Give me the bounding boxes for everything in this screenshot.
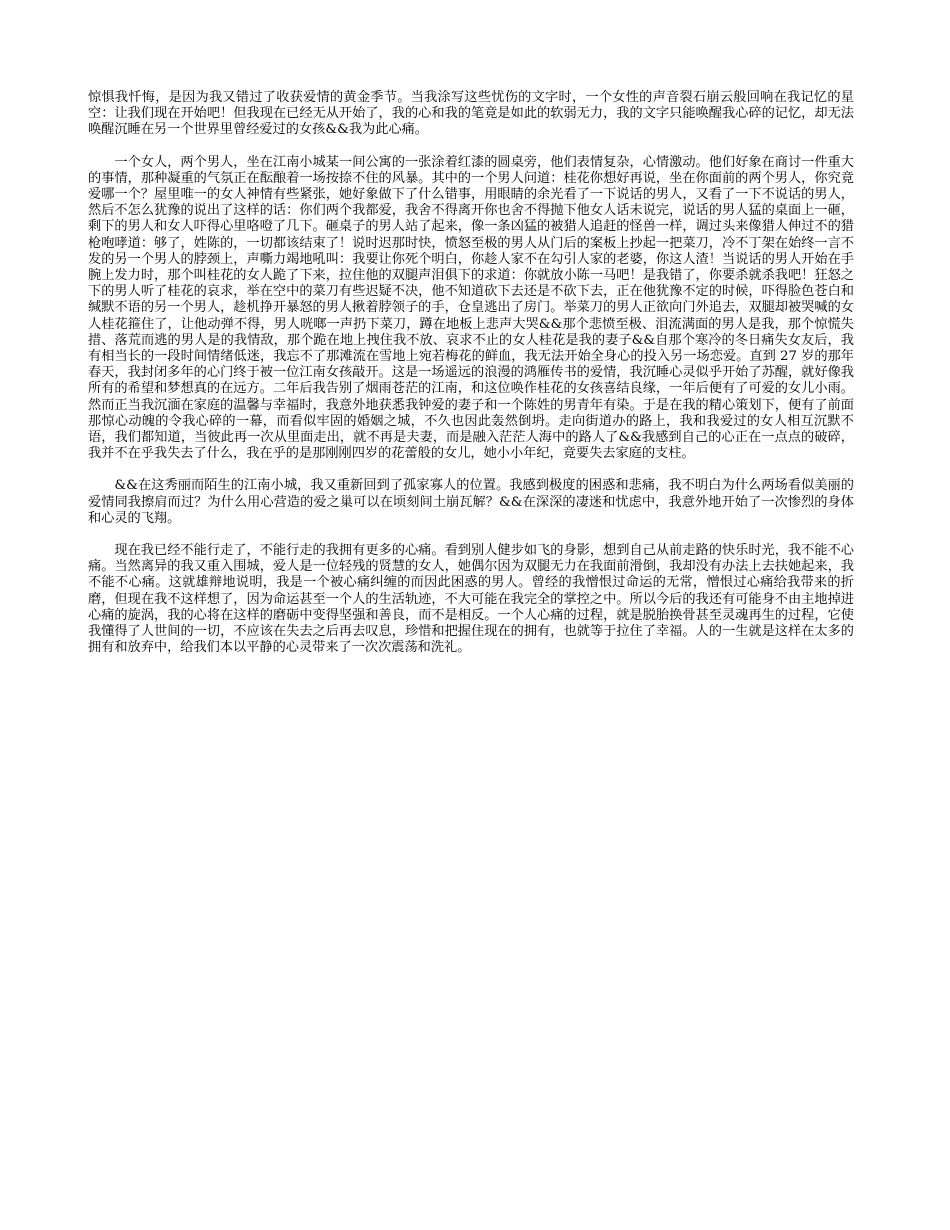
paragraph-1: 惊惧我忏悔，是因为我又错过了收获爱情的黄金季节。当我涂写这些忧伤的文字时，一个女性的声音裂石崩云般回响在我记忆的星空：让我们现在开始吧！但我现在已经无从开始了，我的心和我的笔竟是如此的软弱无力，我的文字只能唤醒我心碎的记忆，却无法唤醒沉睡在另一个世界里曾经爱过的女孩&&我为此心痛。 <box>88 90 854 138</box>
paragraph-3: &&在这秀丽而陌生的江南小城，我又重新回到了孤家寡人的位置。我感到极度的困惑和悲痛，我不明白为什么两场看似美丽的爱情同我擦肩而过？为什么用心营造的爱之巢可以在顷刻间土崩瓦解？&&在深深的凄迷和忧虑中，我意外地开始了一次惨烈的身体和心灵的飞翔。 <box>88 478 854 526</box>
paragraph-2: 一个女人，两个男人，坐在江南小城某一间公寓的一张涂着红漆的圆桌旁，他们表情复杂，心情激动。他们好象在商讨一件重大的事情，那种凝重的气氛正在酝酿着一场按捺不住的风暴。其中的一个男人问道：桂花你想好再说，坐在你面前的两个男人，你究竟爱哪一个？屋里唯一的女人神情有些紧张，她好象做下了什么错事，用眼睛的余光看了一下说话的男人，又看了一下不说话的男人，然后不怎么犹豫的说出了这样的话：你们两个我都爱，我舍不得离开你也舍不得抛下他女人话未说完，说话的男人猛的桌面上一砸，剩下的男人和女人吓得心里咯噔了几下。砸桌子的男人站了起来，像一条凶猛的被猎人追赶的怪兽一样，调过头来像猎人伸过不的猎枪咆哮道：够了，姓陈的，一切都该结束了！说时迟那时快，愤怒至极的男人从门后的案板上抄起一把菜刀，冷不丁架在始终一言不发的另一个男人的脖颈上，声嘶力竭地吼叫：我要让你死个明白，你趁人家不在勾引人家的老婆，你这人渣！当说话的男人开始在手腕上发力时，那个叫桂花的女人跪了下来，拉住他的双腿声泪俱下的求道：你就放小陈一马吧！是我错了，你要杀就杀我吧！狂怒之下的男人听了桂花的哀求，举在空中的菜刀有些迟疑不决，他不知道砍下去还是不砍下去，正在他犹豫不定的时候，吓得脸色苍白和缄默不语的另一个男人，趁机挣开暴怒的男人揪着脖领子的手，仓皇逃出了房门。举菜刀的男人正欲向门外追去，双腿却被哭喊的女人桂花箍住了，让他动弹不得，男人咣啷一声扔下菜刀，蹲在地板上悲声大哭&&那个悲愤至极、泪流满面的男人是我，那个惊慌失措、落荒而逃的男人是的我情敌，那个跪在地上拽住我不放、哀求不止的女人桂花是我的妻子&&自那个寒冷的冬日痛失女友后，我有相当长的一段时间情绪低迷，我忘不了那滩流在雪地上宛若梅花的鲜血，我无法开始全身心的投入另一场恋爱。直到 27 岁的那年春天，我封闭多年的心门终于被一位江南女孩敲开。这是一场遥远的浪漫的鸿雁传书的爱情，我沉睡心灵似乎开始了苏醒，就好像我所有的希望和梦想真的在远方。二年后我告别了烟雨苍茫的江南，和这位唤作桂花的女孩喜结良缘，一年后便有了可爱的女儿小雨。然而正当我沉湎在家庭的温馨与幸福时，我意外地获悉我钟爱的妻子和一个陈姓的男青年有染。于是在我的精心策划下，便有了前面那惊心动魄的令我心碎的一幕，而看似牢固的婚姻之城，不久也因此轰然倒坍。走向街道办的路上，我和我爱过的女人相互沉默不语，我们都知道，当彼此再一次从里面走出，就不再是夫妻，而是融入茫茫人海中的路人了&&我感到自己的心正在一点点的破碎，我并不在乎我失去了什么，我在乎的是那刚刚四岁的花蕾般的女儿，她小小年纪，竟要失去家庭的支柱。 <box>88 154 854 462</box>
document-page <box>88 90 854 673</box>
paragraph-4: 现在我已经不能行走了，不能行走的我拥有更多的心痛。看到别人健步如飞的身影，想到自己从前走路的快乐时光，我不能不心痛。当然离异的我又重入围城，爱人是一位轻残的贤慧的女人，她偶尔因为双腿无力在我面前滑倒，我却没有办法上去扶她起来，我不能不心痛。这就雄辩地说明，我是一个被心痛纠缠的而因此困惑的男人。曾经的我憎恨过命运的无常，憎恨过心痛给我带来的折磨，但现在我不这样想了，因为命运甚至一个人的生活轨迹，不大可能在我完全的掌控之中。所以今后的我还有可能身不由主地掉进心痛的旋涡，我的心将在这样的磨砺中变得坚强和善良，而不是相反。一个人心痛的过程，就是脱胎换骨甚至灵魂再生的过程，它使我懂得了人世间的一切，不应该在失去之后再去叹息，珍惜和把握住现在的拥有，也就等于拉住了幸福。人的一生就是这样在太多的拥有和放弃中，给我们本以平静的心灵带来了一次次震荡和洗礼。 <box>88 543 854 656</box>
